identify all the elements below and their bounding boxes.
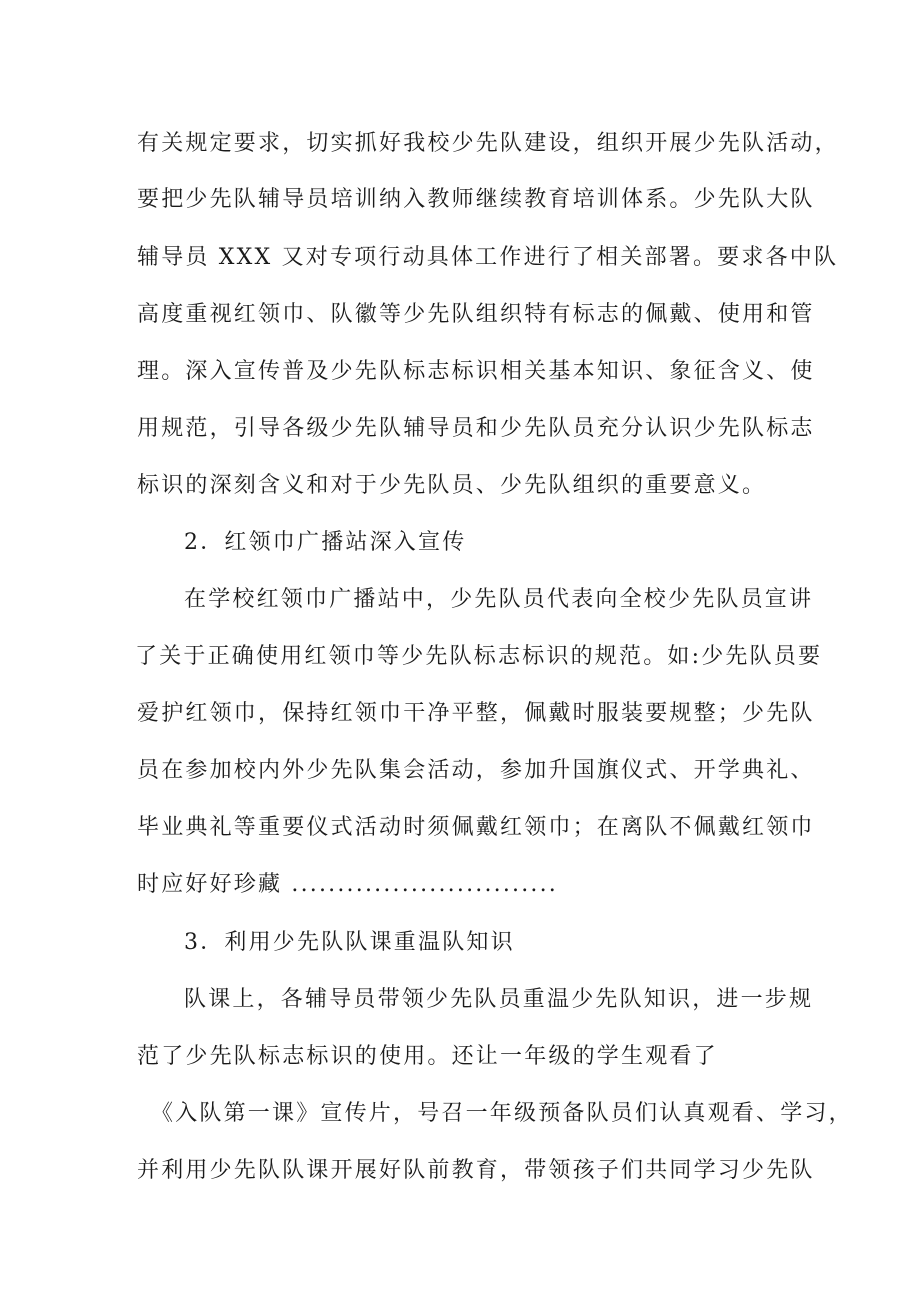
section-heading: 2．红领巾广播站深入宣传: [184, 530, 467, 555]
paragraph-line: 用规范，引导各级少先队辅导员和少先队员充分认识少先队标志: [137, 416, 815, 441]
paragraph-line: 有关规定要求，切实抓好我校少先队建设，组织开展少先队活动，: [137, 131, 839, 156]
paragraph-line: 高度重视红领巾、队徽等少先队组织特有标志的佩戴、使用和管: [137, 302, 815, 327]
paragraph-line: 员在参加校内外少先队集会活动，参加升国旗仪式、开学典礼、: [137, 758, 815, 783]
paragraph-line: 并利用少先队队课开展好队前教育，带领孩子们共同学习少先队: [137, 1158, 815, 1183]
paragraph-line: 时应好好珍藏 .............................: [137, 872, 558, 897]
paragraph-line: 《入队第一课》宣传片，号召一年级预备队员们认真观看、学习，: [151, 1101, 853, 1126]
paragraph-line: 辅导员 XXX 又对专项行动具体工作进行了相关部署。要求各中队: [137, 245, 839, 270]
paragraph-line: 队课上，各辅导员带领少先队员重温少先队知识，进一步规: [184, 987, 814, 1012]
paragraph-line: 爱护红领巾，保持红领巾干净平整，佩戴时服装要规整；少先队: [137, 701, 815, 726]
paragraph-line: 在学校红领巾广播站中，少先队员代表向全校少先队员宣讲: [184, 587, 814, 612]
paragraph-line: 毕业典礼等重要仪式活动时须佩戴红领巾；在离队不佩戴红领巾: [137, 815, 815, 840]
paragraph-line: 范了少先队标志标识的使用。还让一年级的学生观看了: [137, 1044, 718, 1069]
paragraph-line: 要把少先队辅导员培训纳入教师继续教育培训体系。少先队大队: [137, 187, 815, 212]
section-heading: 3．利用少先队队课重温队知识: [184, 930, 515, 955]
paragraph-line: 标识的深刻含义和对于少先队员、少先队组织的重要意义。: [137, 473, 767, 498]
paragraph-line: 理。深入宣传普及少先队标志标识相关基本知识、象征含义、使: [137, 359, 815, 384]
paragraph-line: 了关于正确使用红领巾等少先队标志标识的规范。如:少先队员要: [135, 644, 823, 669]
